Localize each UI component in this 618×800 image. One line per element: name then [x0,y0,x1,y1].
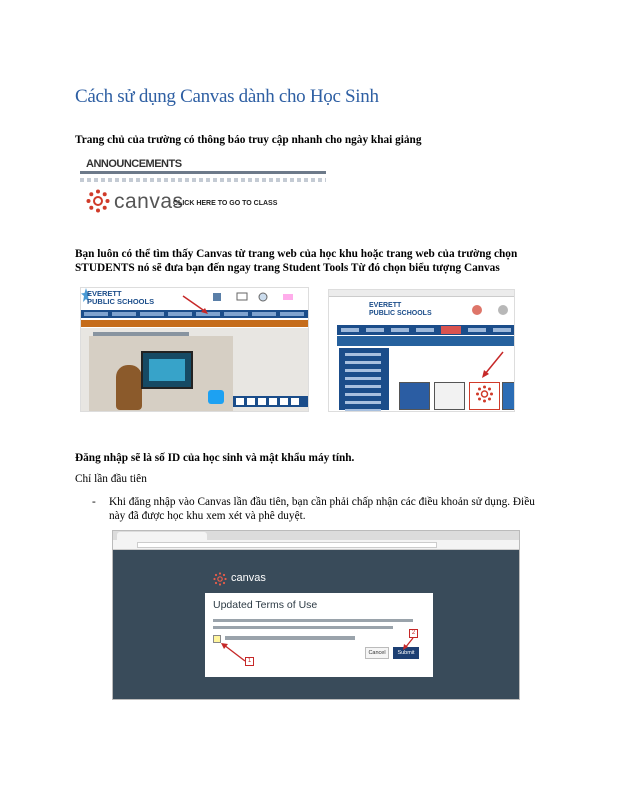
nav-bar-2 [337,325,515,335]
first-time-label: Chỉ lần đầu tiên [75,473,147,485]
dialog-body-line [213,626,393,629]
section-heading-homepage: Trang chủ của trường có thông báo truy cập nhanh cho ngày khai giảng [75,134,422,146]
dialog-header [205,565,433,593]
student-tools-screenshot [328,289,515,412]
terms-screenshot [112,530,520,700]
slider-controls[interactable] [233,396,309,407]
tool-tile[interactable] [502,382,515,410]
section-heading-login: Đăng nhập sẽ là số ID của học sinh và mật khẩu máy tính. [75,452,355,464]
canvas-tile[interactable] [469,382,500,410]
canvas-logo-icon [213,572,227,586]
canvas-logo-icon [470,383,499,409]
dialog-title: Updated Terms of Use [213,599,318,611]
section-heading-find-canvas-1: Bạn luôn có thể tìm thấy Canvas từ trang web của học khu hoặc trang web của trường chọn [75,248,518,260]
terms-dialog [205,565,433,677]
bullet-dash: - [92,496,96,508]
section-heading-find-canvas-2: STUDENTS nó sẽ đưa bạn đến ngay trang Student Tools Từ đó chọn biểu tượng Canvas [75,262,500,274]
red-arrow-icon [181,294,211,316]
cancel-button[interactable]: Cancel [365,647,389,659]
go-to-class-link[interactable]: CLICK HERE TO GO TO CLASS [173,200,278,207]
bullet-text-line2: này đã được học khu xem xét và phê duyệt. [109,510,306,522]
search-bar [81,320,309,327]
display-screen [141,351,193,389]
browser-chrome [329,290,515,297]
twitter-icon[interactable] [208,390,224,404]
red-arrow-icon [219,641,247,663]
school-logo-2: EVERETT PUBLIC SCHOOLS [369,302,432,317]
agree-label [225,636,355,640]
header-icons [209,290,305,306]
announcements-banner[interactable] [80,155,326,227]
bullet-text-line1: Khi đăng nhập vào Canvas lần đầu tiên, bạn cần phải chấp nhận các điều khoản sử dụng. Điều [109,496,535,508]
tool-tile[interactable] [434,382,465,410]
submit-button[interactable]: Submit [393,647,419,659]
canvas-logo-icon [86,189,110,213]
sidebar-menu [339,348,389,410]
mascot [116,365,142,410]
page-title: Cách sử dụng Canvas dành cho Học Sinh [75,86,379,107]
browser-tabs [113,531,520,540]
tool-tile[interactable] [399,382,430,410]
red-arrow-icon [401,637,415,651]
canvas-logo-text: canvas [114,190,184,213]
announcements-heading: ANNOUNCEMENTS [86,158,182,170]
step-badge-2: 2 [409,629,418,638]
dialog-logo-text: canvas [231,572,266,584]
red-arrow-icon [479,350,505,380]
browser-url-bar [113,540,520,550]
district-homepage-screenshot [80,287,309,412]
dialog-body-line [213,619,413,622]
banner-dotted-divider [80,178,326,182]
banner-divider [80,171,326,174]
header-icons-2 [469,300,515,322]
search-bar-2 [337,336,515,346]
school-logo: EVERETT PUBLIC SCHOOLS [87,289,155,306]
step-badge-1: 1 [245,657,254,666]
